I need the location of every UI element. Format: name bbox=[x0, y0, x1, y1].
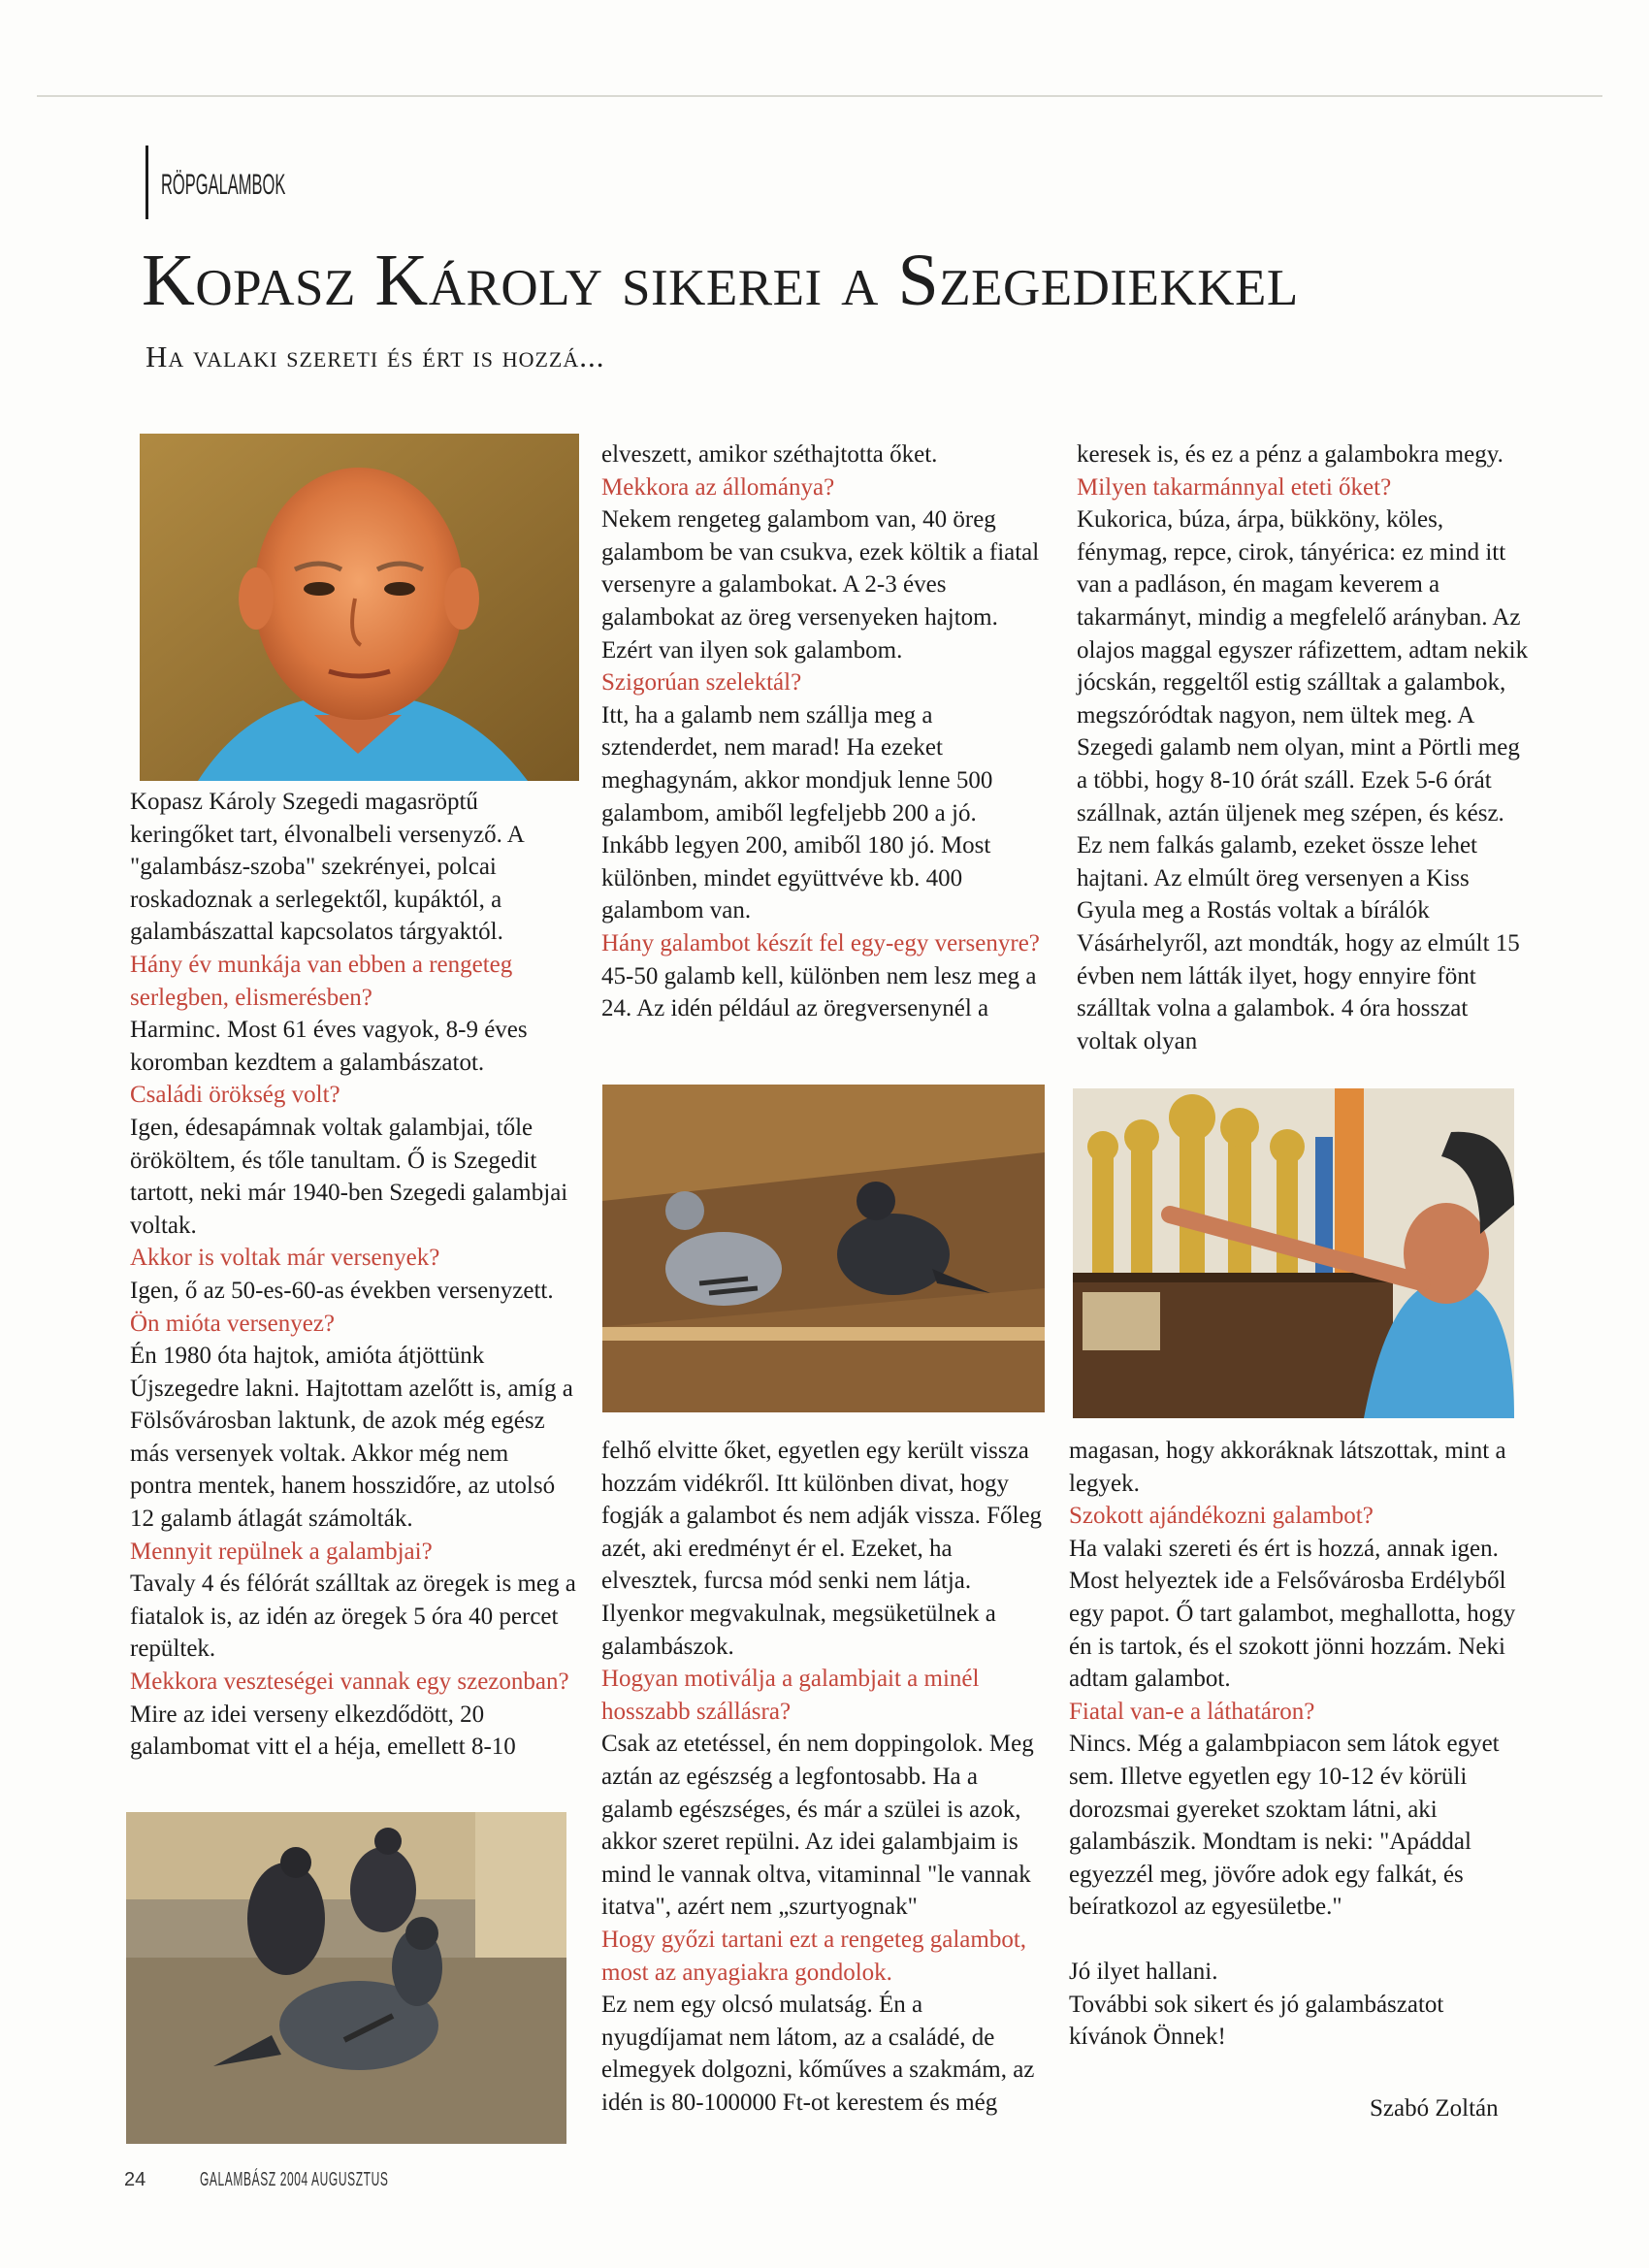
article-column-3 bbox=[1077, 438, 1533, 1057]
question: Ön mióta versenyez? bbox=[130, 1310, 336, 1337]
article-column-3-continued bbox=[1069, 1435, 1525, 2054]
question: Szokott ajándékozni galambot? bbox=[1069, 1503, 1374, 1530]
answer: 45-50 galamb kell, különben nem lesz meg a 24. Az idén például az öregversenynél a bbox=[601, 962, 1037, 1022]
answer: felhő elvitte őket, egyetlen egy került vissza hozzám vidékről. Itt különben divat, hogy fogják a galambot és nem adják vissza. Főleg azét, aki eredményt ér el. Ezeket, ha elvesztek, furcsa mód senki nem látja. Ilyenkor megvakulnak, megsüketülnek a galambászok. bbox=[601, 1438, 1043, 1660]
top-rule bbox=[37, 95, 1602, 97]
question: Hány galambot készít fel egy-egy versenyre? bbox=[601, 929, 1040, 956]
answer: Igen, ő az 50-es-60-as években versenyzett. bbox=[130, 1277, 554, 1304]
section-bar bbox=[146, 146, 148, 219]
pigeons-photo bbox=[126, 1812, 566, 2144]
answer: Csak az etetéssel, én nem doppingolok. Meg aztán az egészség a legfontosabb. Ha a galamb egészséges, és már a szülei is azok, akkor szeret repülni. Az idei galambjaim is mind le vannak oltva, vitaminnal "le vannak itatva", azért nem „szurtyognak" bbox=[601, 1731, 1034, 1921]
answer: Ez nem egy olcsó mulatság. Én a nyugdíjamat nem látom, az a családé, de elmegyek dolgozni, kőműves a szakmám, az idén is 80-100000 Ft-ot kerestem és még bbox=[601, 1992, 1035, 2116]
portrait-photo bbox=[140, 434, 579, 781]
question: Fiatal van-e a láthatáron? bbox=[1069, 1698, 1315, 1725]
answer: Tavaly 4 és félórát szálltak az öregek is meg a fiatalok is, az idén az öregek 5 óra 40 percet repültek. bbox=[130, 1571, 576, 1663]
trophy-shelf-photo bbox=[1073, 1088, 1514, 1418]
answer: magasan, hogy akkoráknak látszottak, mint a legyek. bbox=[1069, 1438, 1506, 1497]
article-subtitle: Ha valaki szereti és ért is hozzá... bbox=[146, 340, 605, 373]
question: Hány év munkája van ebben a rengeteg serlegben, elismerésben? bbox=[130, 951, 513, 1011]
question: Hogy győzi tartani ezt a rengeteg galambot, most az anyagiakra gondolok. bbox=[601, 1926, 1027, 1986]
answer: Nincs. Még a galambpiacon sem látok egyet sem. Illetve egyetlen egy 10-12 év körüli dorozsmai gyereket szoktam látni, aki galambászik. Mondtam is neki: "Apáddal egyezzél meg, jövőre adok egy falkát, és beíratkozol az egyesületbe." bbox=[1069, 1731, 1500, 1921]
magazine-footer: GALAMBÁSZ 2004 AUGUSZTUS bbox=[200, 2169, 389, 2190]
intro-paragraph: Kopasz Károly Szegedi magasröptű keringőket tart, élvonalbeli versenyző. A "galambász-szoba" szekrényei, polcai roskadoznak a serlegektől, kupáktól, a galambászattal kapcsolatos tárgyaktól. bbox=[130, 789, 524, 946]
question: Szigorúan szelektál? bbox=[601, 669, 802, 697]
article-title: Kopasz Károly sikerei a Szegediekkel bbox=[142, 240, 1299, 321]
question: Családi örökség volt? bbox=[130, 1082, 340, 1109]
question: Mekkora az állománya? bbox=[601, 473, 835, 501]
answer: Kukorica, búza, árpa, bükköny, köles, fénymag, repce, cirok, tányérica: ez mind itt van a padláson, én magam keverem a takarmányt, mindig a megfelelő arányban. Az olajos maggal egyszer ráfizettem, adtam nekik jócskán, reggeltől estig szálltak a galambok, megszóródtak nagyon, nem ültek meg. A Szegedi galamb nem olyan, mint a Pörtli meg a többi, hogy 8-10 órát száll. Ezek 5-6 órát szállnak, aztán üljenek meg szépen, és kész. Ez nem falkás galamb, ezeket össze lehet hajtani. Az elmúlt öreg versenyen a Kiss Gyula meg a Rostás voltak a bírálók Vásárhelyről, azt mondták, hogy az elmúlt 15 évben nem látták ilyet, hogy ennyire fönt szálltak volna a galambok. 4 óra hosszat voltak olyan bbox=[1077, 506, 1529, 1054]
perched-pigeons-photo bbox=[602, 1085, 1045, 1412]
answer: Ha valaki szereti és ért is hozzá, annak igen. Most helyeztek ide a Felsővárosba Erdélyből egy papot. Ő tart galambot, meghallotta, hogy én is tartok, és el szokott jönni hozzám. Neki adtam galambot. bbox=[1069, 1535, 1516, 1693]
closing-line: További sok sikert és jó galambászatot kívánok Önnek! bbox=[1069, 1991, 1444, 2051]
answer: keresek is, és ez a pénz a galambokra megy. bbox=[1077, 441, 1504, 468]
closing-line: Jó ilyet hallani. bbox=[1069, 1958, 1218, 1985]
question: Mekkora veszteségei vannak egy szezonban? bbox=[130, 1669, 569, 1696]
article-column-2-continued bbox=[601, 1435, 1048, 2119]
question: Hogyan motiválja a galambjait a minél hosszabb szállásra? bbox=[601, 1666, 980, 1725]
answer: Igen, édesapámnak voltak galambjai, tőle örököltem, és tőle tanultam. Ő is Szegedit tartott, neki már 1940-ben Szegedi galambjai voltak. bbox=[130, 1114, 568, 1239]
question: Milyen takarmánnyal eteti őket? bbox=[1077, 473, 1392, 501]
answer: elveszett, amikor széthajtotta őket. bbox=[601, 441, 938, 468]
page-number: 24 bbox=[124, 2169, 146, 2190]
answer: Harminc. Most 61 éves vagyok, 8-9 éves koromban kezdtem a galambászatot. bbox=[130, 1017, 528, 1076]
article-column-1 bbox=[130, 786, 576, 1764]
answer: Itt, ha a galamb nem szállja meg a sztenderdet, nem marad! Ha ezeket meghagynám, akkor mondjuk lenne 500 galambom, amiből legfeljebb 200 a jó. Inkább legyen 200, amiből 180 jó. Most különben, mindet együttvéve kb. 400 galambom van. bbox=[601, 701, 993, 924]
question: Akkor is voltak már versenyek? bbox=[130, 1245, 440, 1272]
answer: Én 1980 óta hajtok, amióta átjöttünk Újszegedre lakni. Hajtottam azelőtt is, amíg a Fölsővárosban laktunk, de azok még egész más versenyek voltak. Akkor még nem pontra mentek, hanem hosszidőre, az utolsó 12 galamb átlagát számolták. bbox=[130, 1343, 573, 1533]
question: Mennyit repülnek a galambjai? bbox=[130, 1538, 433, 1565]
answer: Mire az idei verseny elkezdődött, 20 galambomat vitt el a héja, emellett 8-10 bbox=[130, 1701, 516, 1761]
author-signature: Szabó Zoltán bbox=[1370, 2095, 1499, 2122]
section-label: RÖPGALAMBOK bbox=[161, 169, 286, 201]
answer: Nekem rengeteg galambom van, 40 öreg galambom be van csukva, ezek költik a fiatal versenyre a galambokat. A 2-3 éves galambokat az öreg versenyeken hajtom. Ezért van ilyen sok galambom. bbox=[601, 506, 1040, 664]
spacer bbox=[1069, 1924, 1525, 1956]
article-column-2 bbox=[601, 438, 1048, 1025]
